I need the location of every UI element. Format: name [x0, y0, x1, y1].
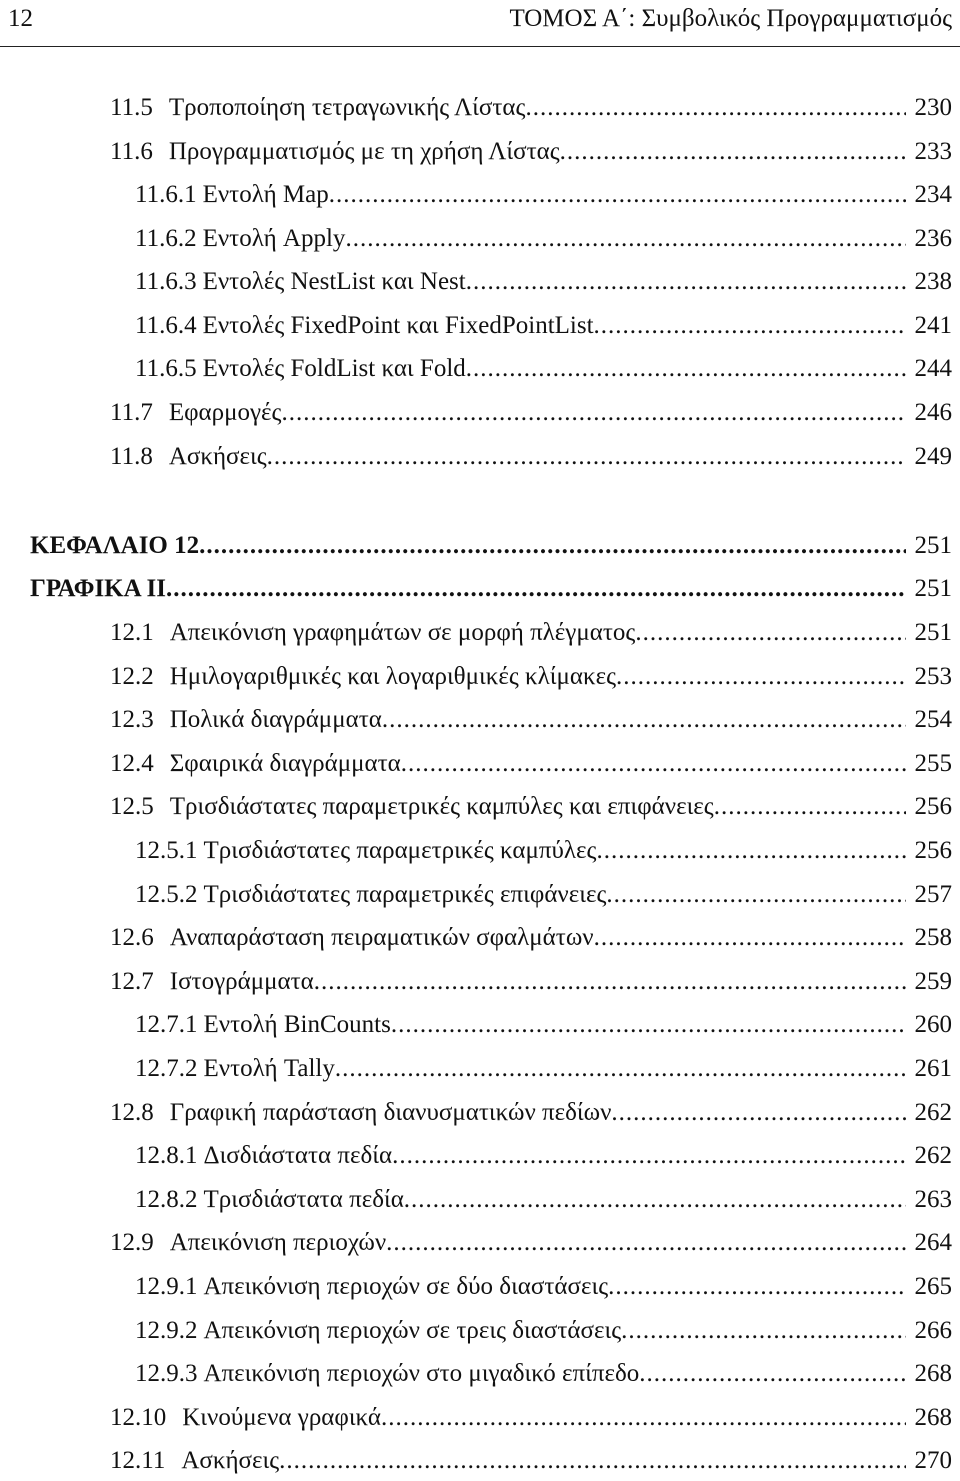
dot-leader: [596, 836, 906, 866]
toc-entry-title: Εντολές FixedPoint και FixedPointList: [202, 312, 594, 339]
toc-entry-page: 256: [914, 837, 952, 864]
toc-entry-page: 233: [914, 138, 952, 165]
toc-entry: [135, 1054, 952, 1084]
toc-entry: [110, 398, 952, 428]
chapter-title: [30, 574, 952, 604]
toc-entry: [135, 1359, 952, 1389]
toc-entry: [110, 1446, 952, 1476]
page-number: 12: [8, 5, 33, 32]
toc-entry-number: 12.8.2: [135, 1186, 198, 1213]
page-header: [0, 0, 960, 47]
toc-entry-page: 241: [914, 312, 952, 339]
toc-entry-number: 11.6.5: [135, 355, 197, 382]
toc-entry: [110, 442, 952, 472]
toc-entry-number: 12.4: [110, 750, 154, 777]
toc-entry-title: Εντολή Apply: [202, 225, 346, 252]
dot-leader: [621, 1316, 906, 1346]
toc-entry-title: Απεικόνιση γραφημάτων σε μορφή πλέγματος: [169, 619, 636, 646]
toc-entry-title: Εντολή BinCounts: [203, 1011, 391, 1038]
dot-leader: [606, 880, 906, 910]
toc-entry-page: 238: [914, 268, 952, 295]
toc-entry: [110, 923, 952, 953]
toc-entry-title: Δισδιάστατα πεδία: [203, 1142, 393, 1169]
dot-leader: [199, 531, 906, 561]
toc-entry-number: 12.9.1: [135, 1273, 198, 1300]
toc-entry-number: 12.7.2: [135, 1055, 198, 1082]
dot-leader: [329, 180, 906, 210]
toc-entry-page: 264: [914, 1229, 952, 1256]
toc-entry-number: 11.8: [110, 443, 153, 470]
toc-entry-title: Αναπαράσταση πειραματικών σφαλμάτων: [169, 924, 594, 951]
toc-entry: [110, 618, 952, 648]
toc-entry-title: Σφαιρικά διαγράμματα: [169, 750, 401, 777]
toc-entry-number: 12.6: [110, 924, 154, 951]
dot-leader: [314, 967, 906, 997]
toc-entry-page: 249: [914, 443, 952, 470]
toc-entry: [110, 792, 952, 822]
toc-entry-number: 12.9.2: [135, 1317, 198, 1344]
toc-entry-page: 257: [914, 881, 952, 908]
toc-entry-title: Γραφική παράσταση διανυσματικών πεδίων: [169, 1099, 612, 1126]
toc-entry-number: 12.10: [110, 1404, 167, 1431]
dot-leader: [466, 354, 906, 384]
toc-entry-title: Εντολή Tally: [203, 1055, 335, 1082]
toc-entry-title: Απεικόνιση περιοχών: [169, 1229, 387, 1256]
toc-entry-page: 251: [914, 575, 952, 602]
dot-leader: [714, 792, 906, 822]
toc-entry: [135, 1010, 952, 1040]
dot-leader: [608, 1272, 906, 1302]
toc-entry: [110, 137, 952, 167]
toc-entry-page: 255: [914, 750, 952, 777]
toc-entry-number: 12.9: [110, 1229, 154, 1256]
toc-entry-title: Ιστογράμματα: [169, 968, 314, 995]
toc-entry-page: 256: [914, 793, 952, 820]
toc-entry-number: 11.5: [110, 94, 153, 121]
toc-entry-page: 254: [914, 706, 952, 733]
toc-entry-page: 251: [914, 532, 952, 559]
toc-entry-number: 12.7: [110, 968, 154, 995]
toc-entry-page: 270: [914, 1447, 952, 1474]
toc-entry-number: 12.7.1: [135, 1011, 198, 1038]
toc-entry: [110, 967, 952, 997]
dot-leader: [279, 1446, 906, 1476]
toc-entry-number: 12.11: [110, 1447, 166, 1474]
toc-entry: [110, 749, 952, 779]
dot-leader: [382, 705, 906, 735]
dot-leader: [639, 1359, 906, 1389]
toc-entry-number: 12.8.1: [135, 1142, 198, 1169]
toc-entry-page: 268: [914, 1404, 952, 1431]
dot-leader: [560, 137, 906, 167]
toc-entry-title: Απεικόνιση περιοχών σε δύο διαστάσεις: [203, 1273, 609, 1300]
toc-entry-title: Απεικόνιση περιοχών σε τρεις διαστάσεις: [203, 1317, 622, 1344]
dot-leader: [466, 267, 906, 297]
toc-entry: [135, 354, 952, 384]
toc-entry: [135, 836, 952, 866]
dot-leader: [635, 618, 906, 648]
toc-entry-page: 262: [914, 1142, 952, 1169]
dot-leader: [525, 93, 906, 123]
dot-leader: [345, 224, 906, 254]
toc-entry-number: 11.6.3: [135, 268, 197, 295]
chapter-heading: [30, 531, 952, 561]
toc-entry-page: 263: [914, 1186, 952, 1213]
toc-entry-title: Εντολή Map: [202, 181, 329, 208]
toc-entry: [110, 662, 952, 692]
toc-entry: [135, 1316, 952, 1346]
toc-entry-number: 11.6: [110, 138, 153, 165]
toc-entry-title: Κινούμενα γραφικά: [182, 1404, 382, 1431]
toc-entry: [135, 1185, 952, 1215]
toc-entry-title: Απεικόνιση περιοχών στο μιγαδικό επίπεδο: [203, 1360, 640, 1387]
toc-entry-page: 259: [914, 968, 952, 995]
dot-leader: [386, 1228, 906, 1258]
toc-entry-number: 12.3: [110, 706, 154, 733]
toc-entry-page: 262: [914, 1099, 952, 1126]
toc-entry-title: Ημιλογαριθμικές και λογαριθμικές κλίμακες: [169, 663, 616, 690]
toc-entry-title: ΓΡΑΦΙΚΑ ΙΙ: [30, 575, 167, 602]
toc-entry-page: 268: [914, 1360, 952, 1387]
toc-entry-title: Εντολές FoldList και Fold: [202, 355, 466, 382]
toc-entry-page: 260: [914, 1011, 952, 1038]
dot-leader: [166, 574, 906, 604]
toc-entry-page: 244: [914, 355, 952, 382]
toc-entry-number: 11.6.4: [135, 312, 197, 339]
toc-entry: [110, 1228, 952, 1258]
toc-entry-title: Εντολές NestList και Nest: [202, 268, 466, 295]
toc-entry-number: 11.6.1: [135, 181, 197, 208]
toc-entry-page: 266: [914, 1317, 952, 1344]
toc-entry-page: 251: [914, 619, 952, 646]
dot-leader: [391, 1010, 906, 1040]
toc-entry: [135, 1272, 952, 1302]
toc-entry-page: 234: [914, 181, 952, 208]
dot-leader: [335, 1054, 906, 1084]
toc-entry-number: 11.6.2: [135, 225, 197, 252]
toc-entry-title: Ασκήσεις: [168, 443, 267, 470]
toc-entry-number: 12.5.2: [135, 881, 198, 908]
toc-entry: [135, 880, 952, 910]
toc-entry-number: 12.5: [110, 793, 154, 820]
toc-entry-number: 12.5.1: [135, 837, 198, 864]
dot-leader: [404, 1185, 906, 1215]
dot-leader: [381, 1403, 906, 1433]
toc-entry-title: Τρισδιάστατα πεδία: [203, 1186, 404, 1213]
toc-entry: [135, 180, 952, 210]
toc-entry-title: Τρισδιάστατες παραμετρικές καμπύλες: [203, 837, 597, 864]
toc-entry: [135, 224, 952, 254]
book-title: ΤΟΜΟΣ Α΄: Συμβολικός Προγραμματισμός: [509, 5, 952, 32]
toc-entry-title: ΚΕΦΑΛΑΙΟ 12: [30, 532, 200, 559]
toc-entry-page: 265: [914, 1273, 952, 1300]
toc-entry-page: 230: [914, 94, 952, 121]
toc-entry: [135, 311, 952, 341]
dot-leader: [594, 311, 906, 341]
dot-leader: [594, 923, 906, 953]
toc-entry: [110, 93, 952, 123]
dot-leader: [616, 662, 906, 692]
toc-entry-number: 12.9.3: [135, 1360, 198, 1387]
toc-entry-page: 258: [914, 924, 952, 951]
toc-entry: [110, 705, 952, 735]
toc-entry-page: 246: [914, 399, 952, 426]
toc-entry-title: Εφαρμογές: [168, 399, 282, 426]
toc-entry-title: Ασκήσεις: [181, 1447, 280, 1474]
toc-entry-page: 261: [914, 1055, 952, 1082]
toc-entry: [135, 267, 952, 297]
dot-leader: [611, 1098, 906, 1128]
toc-entry-number: 12.8: [110, 1099, 154, 1126]
toc-entry: [135, 1141, 952, 1171]
toc-entry-title: Τροποποίηση τετραγωνικής Λίστας: [168, 94, 526, 121]
toc-entry-title: Τρισδιάστατες παραμετρικές καμπύλες και επιφάνειες: [169, 793, 714, 820]
dot-leader: [392, 1141, 906, 1171]
dot-leader: [281, 398, 906, 428]
toc-entry-title: Πολικά διαγράμματα: [169, 706, 382, 733]
dot-leader: [401, 749, 906, 779]
dot-leader: [267, 442, 906, 472]
toc-entry-page: 253: [914, 663, 952, 690]
toc-entry-number: 12.2: [110, 663, 154, 690]
toc-entry: [110, 1403, 952, 1433]
toc-entry-number: 11.7: [110, 399, 153, 426]
toc-entry-number: 12.1: [110, 619, 154, 646]
toc-entry-title: Προγραμματισμός με τη χρήση Λίστας: [168, 138, 560, 165]
toc-entry-title: Τρισδιάστατες παραμετρικές επιφάνειες: [203, 881, 607, 908]
toc-entry-page: 236: [914, 225, 952, 252]
toc-entry: [110, 1098, 952, 1128]
